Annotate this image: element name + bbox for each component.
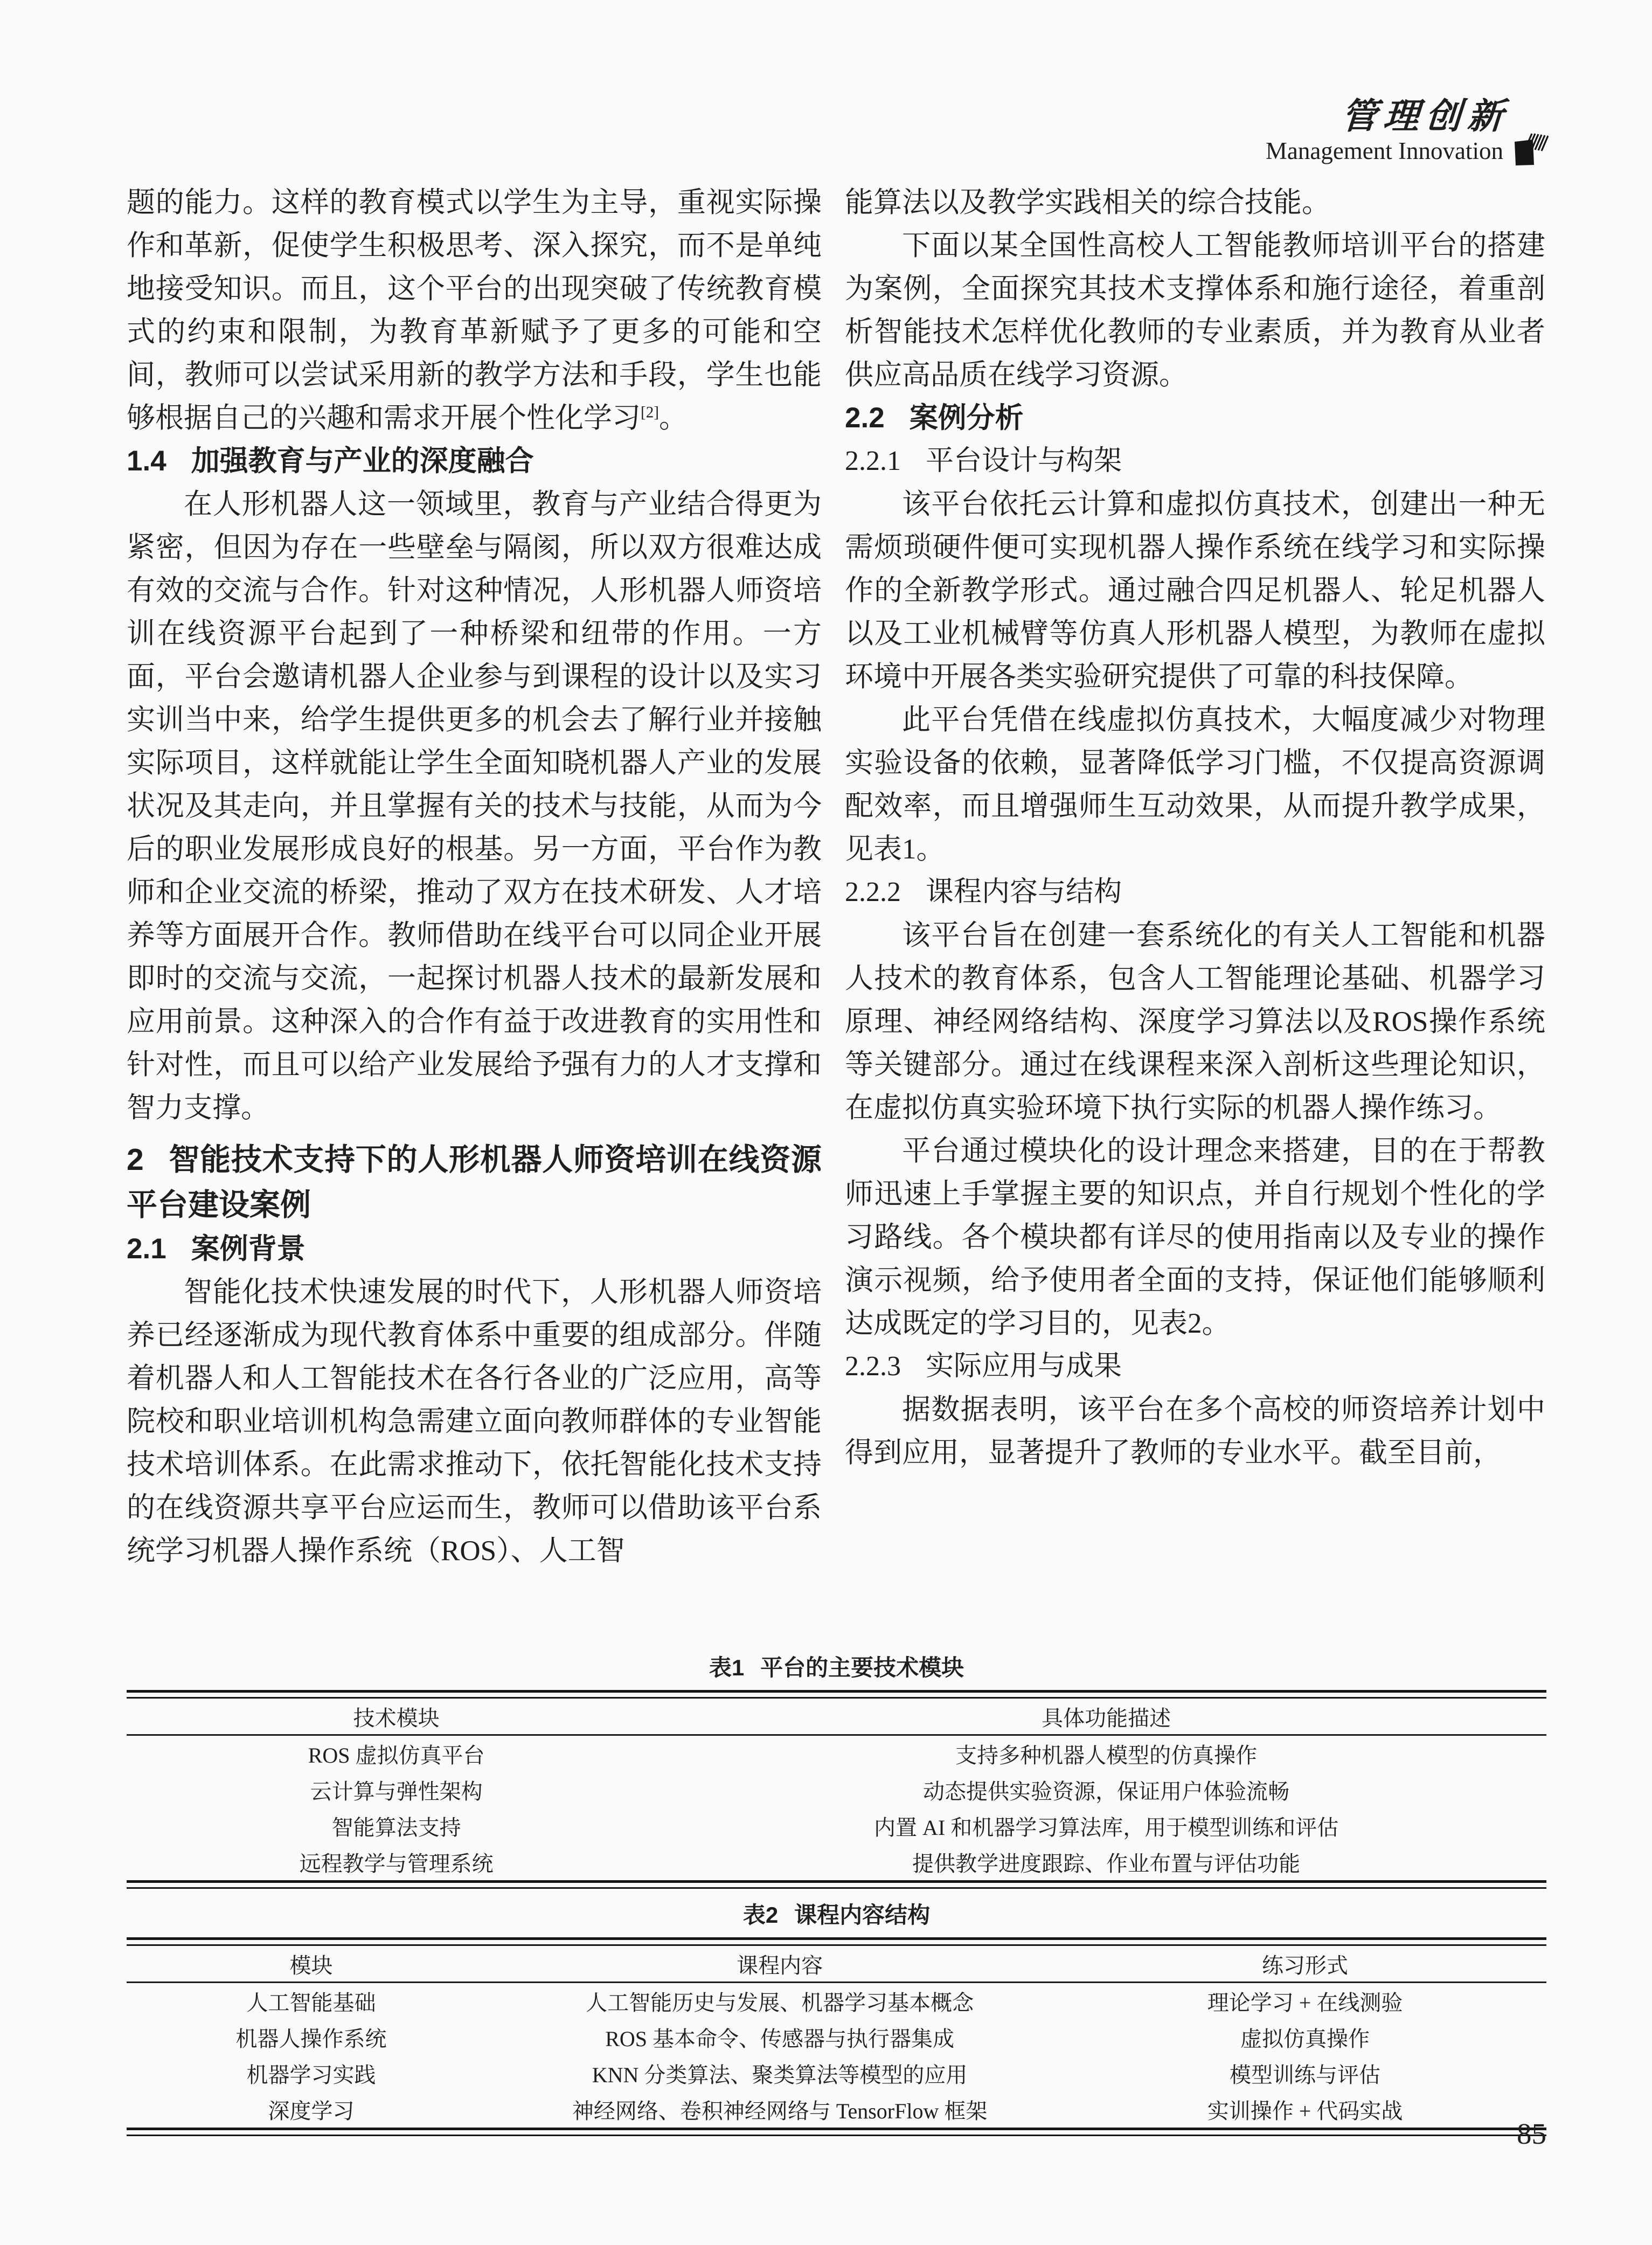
heading-2-2-2 xyxy=(845,871,1545,914)
table-bottom-rule xyxy=(127,2128,1546,2136)
table-label: 表2 xyxy=(742,1902,779,1928)
heading-title: 课程内容与结构 xyxy=(926,877,1122,907)
heading-number: 2.2 xyxy=(845,402,885,434)
paragraph: 该平台旨在创建一套系统化的有关人工智能和机器人技术的教育体系，包含人工智能理论基础、机器学习原理、神经网络结构、深度学习算法以及ROS操作系统等关键部分。通过在线课程来深入剖析这些理论知识，在虚拟仿真实验环境下执行实际的机器人操作练习。 xyxy=(845,920,1545,1124)
table-cell: 机器人操作系统 xyxy=(235,2027,387,2051)
table-cell: 人工智能基础 xyxy=(246,1991,376,2015)
table-row xyxy=(127,1808,1546,1844)
table-cell: KNN 分类算法、聚类算法等模型的应用 xyxy=(592,2063,968,2087)
table-row xyxy=(127,1772,1546,1808)
table-cell: 动态提供实验资源，保证用户体验流畅 xyxy=(923,1779,1290,1804)
paragraph: 在人形机器人这一领域里，教育与产业结合得更为紧密，但因为存在一些壁垒与隔阂，所以双方很难达成有效的交流与合作。针对这种情况，人形机器人师资培训在线资源平台起到了一种桥梁和纽带的作用。一方面，平台会邀请机器人企业参与到课程的设计以及实习实训当中来，给学生提供更多的机会去了解行业并接触实际项目，这样就能让学生全面知晓机器人产业的发展状况及其走向，并且掌握有关的技术与技能，从而为今后的职业发展形成良好的根基。另一方面，平台作为教师和企业交流的桥梁，推动了双方在技术研发、人才培养等方面展开合作。教师借助在线平台可以同企业开展即时的交流与交流，一起探讨机器人技术的最新发展和应用前景。这种深入的合作有益于改进教育的实用性和针对性，而且可以给产业发展给予强有力的人才支撑和智力支撑。 xyxy=(127,489,822,1124)
table-caption: 平台的主要技术模块 xyxy=(760,1655,964,1680)
journal-header-row xyxy=(1266,133,1549,166)
heading-number: 2 xyxy=(127,1142,144,1177)
table-caption: 课程内容结构 xyxy=(794,1902,931,1928)
tables-block xyxy=(127,1647,1546,2136)
heading-number: 2.2.2 xyxy=(845,877,901,907)
table-2-col-header: 课程内容 xyxy=(496,1946,1064,1983)
paragraph: 智能化技术快速发展的时代下，人形机器人师资培养已经逐渐成为现代教育体系中重要的组成部分。伴随着机器人和人工智能技术在各行各业的广泛应用，高等院校和职业培训机构急需建立面向教师群体的专业智能技术培训体系。在此需求推动下，依托智能化技术支持的在线资源共享平台应运而生，教师可以借助该平台系统学习机器人操作系统（ROS）、人工智 xyxy=(127,1277,822,1567)
table-cell: 模型训练与评估 xyxy=(1230,2063,1381,2087)
table-row xyxy=(127,2091,1546,2128)
table-header-row xyxy=(127,1946,1546,1983)
paragraph-continued xyxy=(127,181,822,440)
table-cell: 人工智能历史与发展、机器学习基本概念 xyxy=(586,1991,974,2015)
paragraph-text: 。 xyxy=(658,403,688,434)
table-1 xyxy=(127,1647,1546,1889)
heading-2-1 xyxy=(127,1228,822,1271)
table-cell: 实训操作 + 代码实战 xyxy=(1207,2099,1403,2123)
table-1-title xyxy=(127,1647,1546,1690)
table-cell: 机器学习实践 xyxy=(246,2063,376,2087)
table-cell: 神经网络、卷积神经网络与 TensorFlow 框架 xyxy=(572,2099,988,2123)
table-cell: 智能算法支持 xyxy=(331,1816,461,1840)
journal-logo-icon xyxy=(1514,133,1549,166)
table-2-title xyxy=(127,1894,1546,1937)
paragraph: 下面以某全国性高校人工智能教师培训平台的搭建为案例，全面探究其技术支撑体系和施行途径，着重剖析智能技术怎样优化教师的专业素质，并为教育从业者供应高品质在线学习资源。 xyxy=(845,230,1545,391)
heading-title: 平台设计与构架 xyxy=(926,446,1122,476)
table-cell: 理论学习 + 在线测验 xyxy=(1207,1991,1403,2015)
table-cell: 远程教学与管理系统 xyxy=(299,1852,494,1876)
table-row xyxy=(127,1735,1546,1772)
paragraph: 此平台凭借在线虚拟仿真技术，大幅度减少对物理实验设备的依赖，显著降低学习门槛，不仅提高资源调配效率，而且增强师生互动效果，从而提升教学成果，见表1。 xyxy=(845,704,1545,865)
table-bottom-rule xyxy=(127,1880,1546,1889)
table-1-grid xyxy=(127,1699,1546,1880)
heading-2-2-1 xyxy=(845,440,1545,483)
paragraph-text: 题的能力。这样的教育模式以学生为主导，重视实际操作和革新，促使学生积极思考、深入探究，而不是单纯地接受知识。而且，这个平台的出现突破了传统教育模式的约束和限制，为教育革新赋予了更多的可能和空间，教师可以尝试采用新的教学方法和手段，学生也能够根据自己的兴趣和需求开展个性化学习 xyxy=(127,187,822,434)
heading-title: 案例分析 xyxy=(909,402,1024,434)
table-cell: ROS 虚拟仿真平台 xyxy=(308,1743,485,1768)
journal-title-english: Management Innovation xyxy=(1265,137,1503,164)
page-number: 85 xyxy=(1517,2117,1546,2150)
table-top-rule xyxy=(127,1937,1546,1946)
heading-title: 加强教育与产业的深度融合 xyxy=(191,445,534,477)
table-cell: 内置 AI 和机器学习算法库，用于模型训练和评估 xyxy=(874,1816,1339,1840)
heading-title: 案例背景 xyxy=(191,1233,306,1265)
table-cell: 支持多种机器人模型的仿真操作 xyxy=(955,1743,1258,1768)
table-cell: 虚拟仿真操作 xyxy=(1240,2027,1370,2051)
table-2 xyxy=(127,1894,1546,2136)
heading-number: 1.4 xyxy=(127,445,166,477)
table-cell: 云计算与弹性架构 xyxy=(310,1779,483,1804)
heading-title: 智能技术支持下的人形机器人师资培训在线资源平台建设案例 xyxy=(127,1142,822,1222)
right-column xyxy=(845,181,1545,1474)
heading-title: 实际应用与成果 xyxy=(926,1351,1122,1382)
table-cell: 提供教学进度跟踪、作业布置与评估功能 xyxy=(912,1852,1301,1876)
table-2-col-header: 练习形式 xyxy=(1064,1946,1546,1983)
table-row xyxy=(127,1844,1546,1880)
heading-2 xyxy=(127,1137,822,1228)
heading-number: 2.2.1 xyxy=(845,446,901,476)
paragraph: 平台通过模块化的设计理念来搭建，目的在于帮教师迅速上手掌握主要的知识点，并自行规划个性化的学习路线。各个模块都有详尽的使用指南以及专业的操作演示视频，给予使用者全面的支持，保证他们能够顺利达成既定的学习目的，见表2。 xyxy=(845,1135,1545,1339)
table-1-col-header: 技术模块 xyxy=(127,1699,666,1735)
heading-number: 2.2.3 xyxy=(845,1351,901,1382)
table-top-rule xyxy=(127,1690,1546,1699)
table-1-col-header: 具体功能描述 xyxy=(666,1699,1546,1735)
heading-number: 2.1 xyxy=(127,1233,166,1265)
journal-title-chinese: 管理创新 xyxy=(1339,95,1511,137)
heading-2-2-3 xyxy=(845,1345,1545,1388)
left-column xyxy=(127,181,822,1572)
heading-1-4 xyxy=(127,440,822,483)
table-label: 表1 xyxy=(709,1655,745,1680)
table-2-grid xyxy=(127,1946,1546,2128)
table-header-row xyxy=(127,1699,1546,1735)
paragraph: 据数据表明，该平台在多个高校的师资培养计划中得到应用，显著提升了教师的专业水平。截至目前， xyxy=(845,1394,1545,1468)
paragraph-continued: 能算法以及教学实践相关的综合技能。 xyxy=(845,187,1330,218)
citation-ref: [2] xyxy=(641,404,659,421)
table-row xyxy=(127,1983,1546,2020)
heading-2-2 xyxy=(845,397,1545,440)
table-2-col-header: 模块 xyxy=(127,1946,496,1983)
paragraph: 该平台依托云计算和虚拟仿真技术，创建出一种无需烦琐硬件便可实现机器人操作系统在线学习和实际操作的全新教学形式。通过融合四足机器人、轮足机器人以及工业机械臂等仿真人形机器人模型，为教师在虚拟环境中开展各类实验研究提供了可靠的科技保障。 xyxy=(845,489,1545,692)
table-row xyxy=(127,2055,1546,2091)
table-cell: ROS 基本命令、传感器与执行器集成 xyxy=(605,2027,954,2051)
table-row xyxy=(127,2019,1546,2055)
table-cell: 深度学习 xyxy=(268,2099,355,2123)
